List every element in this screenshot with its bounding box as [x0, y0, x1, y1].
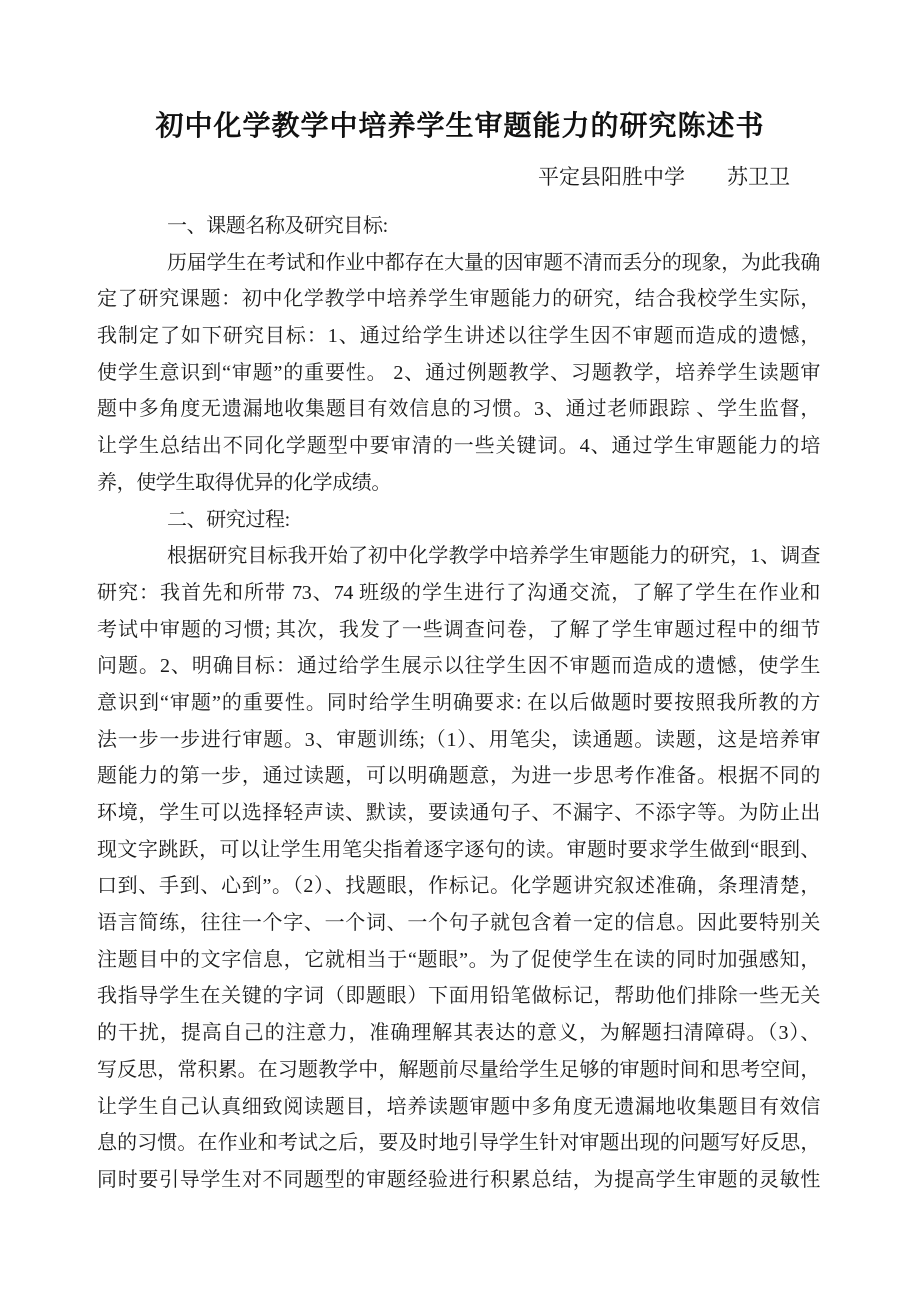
- body-line: 我制定了如下研究目标：1、通过给学生讲述以往学生因不审题而造成的遗憾，: [97, 325, 820, 348]
- body-line: 题能力的第一步，通过读题，可以明确题意，为进一步思考作准备。根据不同的: [97, 765, 820, 788]
- body-line: 根据研究目标我开始了初中化学教学中培养学生审题能力的研究，1、调查: [167, 545, 820, 568]
- body-line: 使学生意识到“审题”的重要性。 2、通过例题教学、习题教学，培养学生读题审: [97, 361, 820, 384]
- section-heading: 一、课题名称及研究目标:: [167, 215, 388, 237]
- document-byline: 平定县阳胜中学 苏卫卫: [538, 165, 790, 189]
- body-line: 环境，学生可以选择轻声读、默读，要读通句子、不漏字、不添字等。为防止出: [97, 802, 820, 824]
- body-line: 写反思，常积累。在习题教学中，解题前尽量给学生足够的审题时间和思考空间，: [97, 1058, 820, 1081]
- body-line: 研究：我首先和所带 73、74 班级的学生进行了沟通交流，了解了学生在作业和: [97, 581, 820, 604]
- body-line: 现文字跳跃，可以让学生用笔尖指着逐字逐句的读。审题时要求学生做到“眼到、: [97, 838, 820, 861]
- body-line: 法一步一步进行审题。3、审题训练;（1）、用笔尖，读通题。读题，这是培养审: [97, 728, 820, 751]
- body-line: 问题。2、明确目标：通过给学生展示以往学生因不审题而造成的遗憾，使学生: [97, 655, 820, 678]
- document-title: 初中化学教学中培养学生审题能力的研究陈述书: [155, 111, 765, 142]
- body-line: 我指导学生在关键的字词（即题眼）下面用铅笔做标记，帮助他们排除一些无关: [97, 985, 820, 1008]
- body-line: 定了研究课题：初中化学教学中培养学生审题能力的研究，结合我校学生实际，: [97, 288, 820, 311]
- body-line: 同时要引导学生对不同题型的审题经验进行积累总结，为提高学生审题的灵敏性: [97, 1168, 820, 1191]
- section-heading: 二、研究过程:: [167, 508, 290, 531]
- body-line: 考试中审题的习惯; 其次，我发了一些调查问卷，了解了学生审题过程中的细节: [97, 618, 820, 641]
- body-line: 语言简练，往往一个字、一个词、一个句子就包含着一定的信息。因此要特别关: [97, 912, 820, 935]
- body-line: 题中多角度无遗漏地收集题目有效信息的习惯。3、通过老师跟踪 、学生监督，: [97, 398, 820, 421]
- body-line: 息的习惯。在作业和考试之后，要及时地引导学生针对审题出现的问题写好反思，: [97, 1132, 820, 1155]
- body-line: 口到、手到、心到”。（2）、找题眼，作标记。化学题讲究叙述准确，条理清楚，: [97, 875, 820, 898]
- body-line: 让学生自己认真细致阅读题目，培养读题审题中多角度无遗漏地收集题目有效信: [97, 1095, 820, 1118]
- body-line: 的干扰，提高自己的注意力，准确理解其表达的意义，为解题扫清障碍。（3）、: [97, 1022, 820, 1045]
- body-line: 注题目中的文字信息，它就相当于“题眼”。为了促使学生在读的同时加强感知，: [97, 948, 820, 971]
- body-line: 养，使学生取得优异的化学成绩。: [97, 471, 391, 494]
- body-line: 让学生总结出不同化学题型中要审清的一些关键词。4、通过学生审题能力的培: [97, 435, 820, 458]
- body-line: 历届学生在考试和作业中都存在大量的因审题不清而丢分的现象，为此我确: [167, 251, 820, 274]
- body-line: 意识到“审题”的重要性。同时给学生明确要求: 在以后做题时要按照我所教的方: [97, 691, 820, 714]
- document-body: [97, 208, 820, 1199]
